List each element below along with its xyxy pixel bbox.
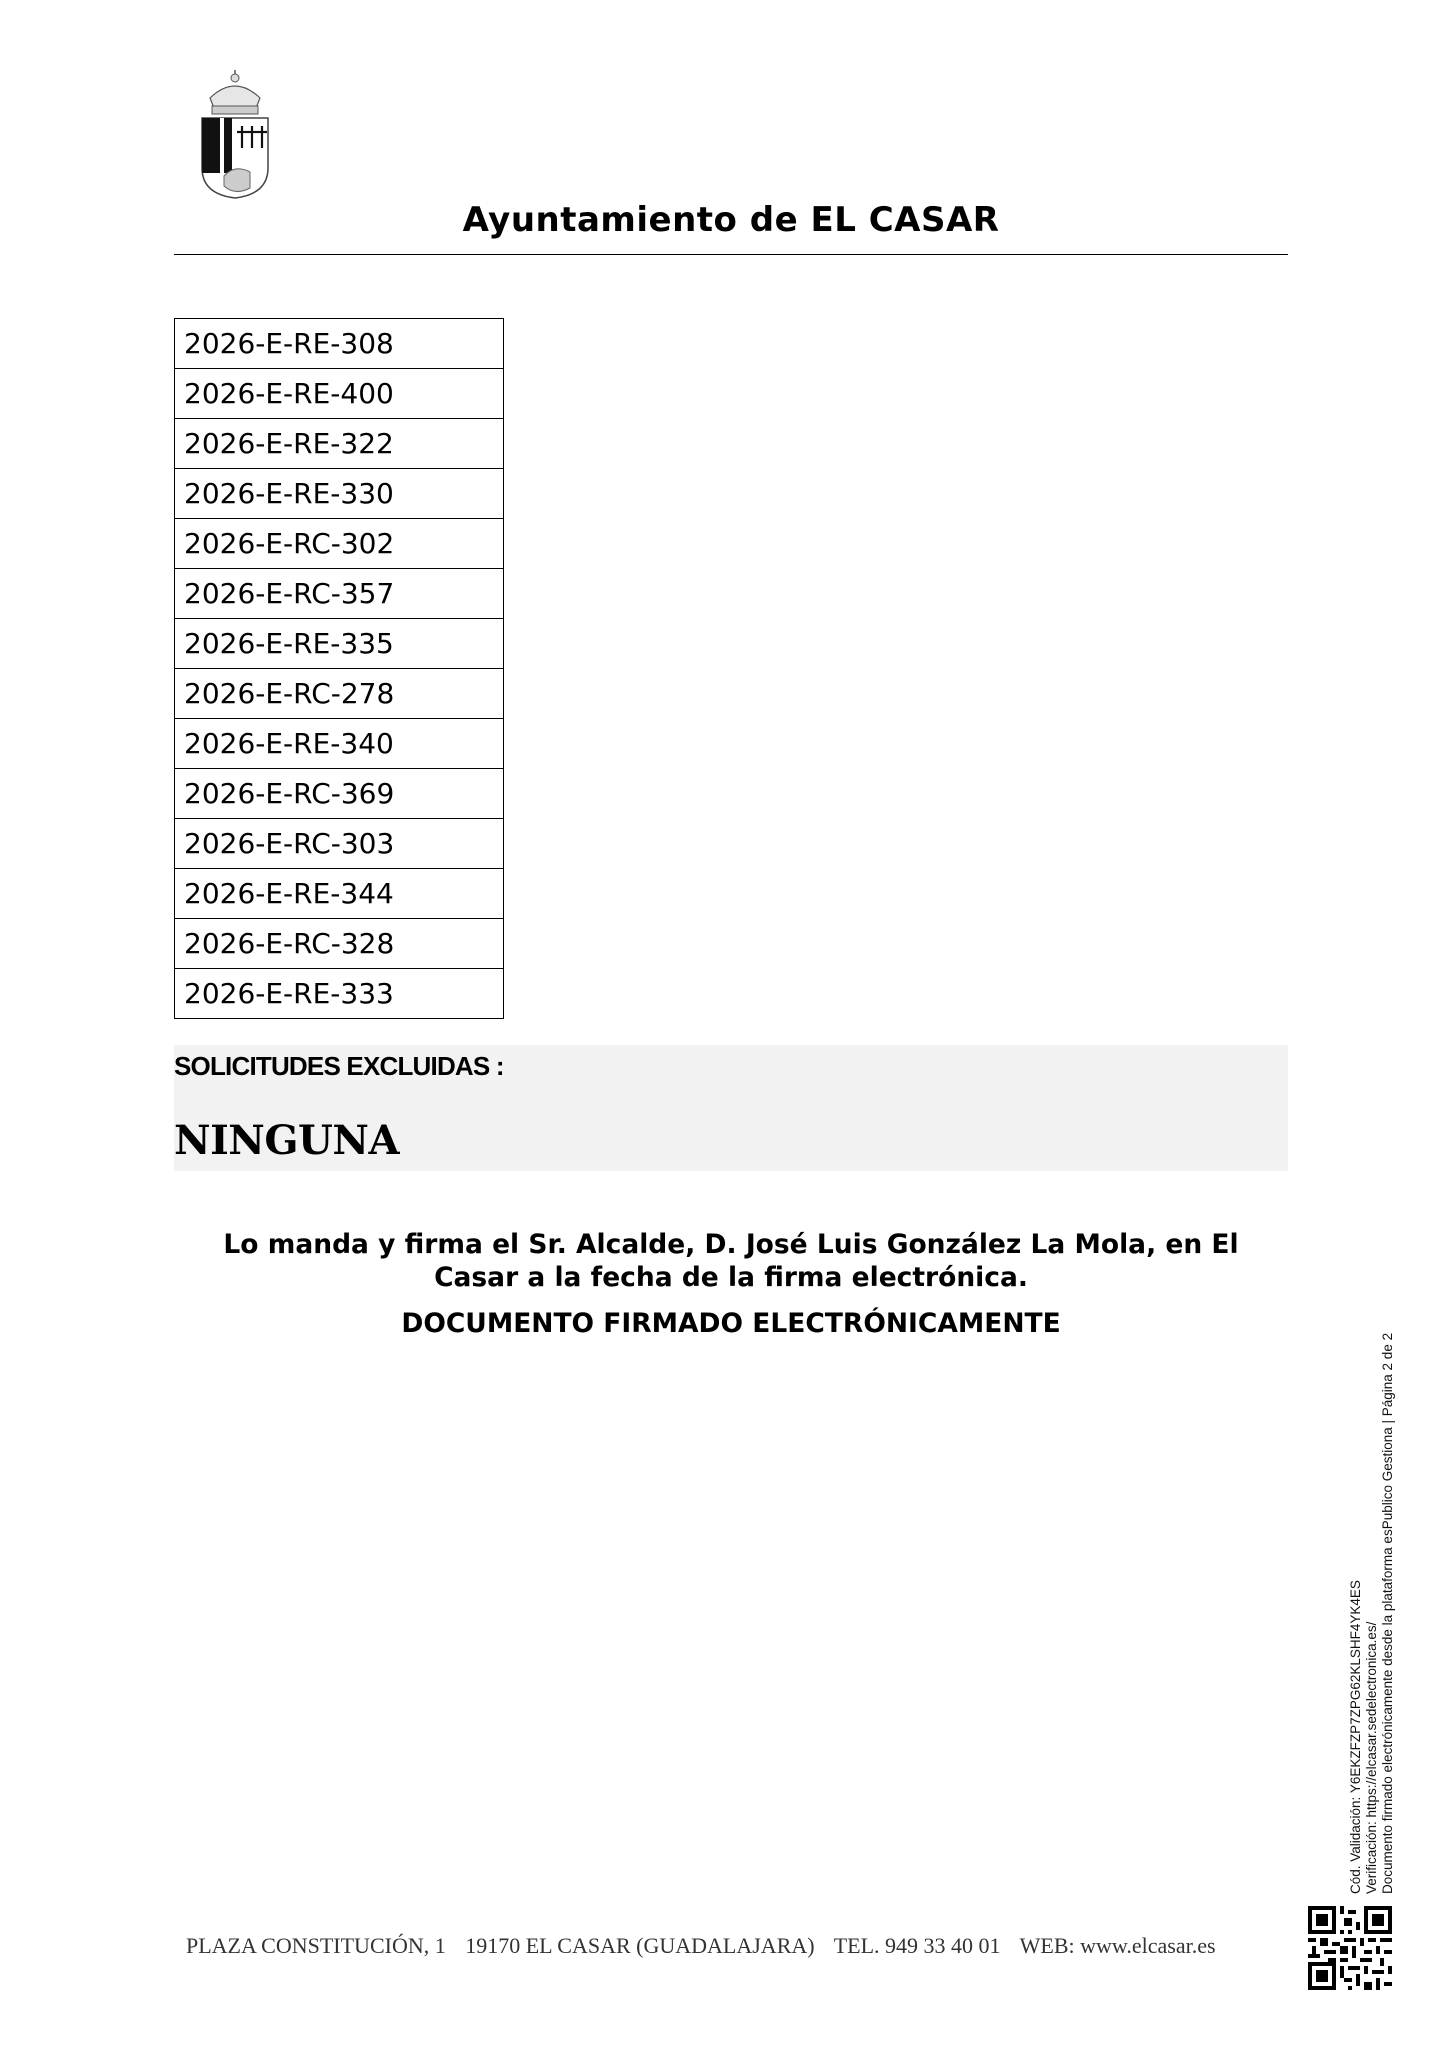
table-row [175,919,504,969]
references-table [174,318,504,1019]
table-row [175,619,504,669]
table-row [175,369,504,419]
footer-address-bar [186,1933,1230,1959]
reference-cell: 2026-E-RE-330 [175,469,504,519]
table-row [175,869,504,919]
table-row [175,519,504,569]
qr-code-icon [1308,1906,1392,1990]
footer-postal: 19170 EL CASAR (GUADALAJARA) [465,1933,815,1958]
table-row [175,819,504,869]
verification-url: Verificación: https://elcasar.sedelectronica.es/ [1364,1621,1379,1894]
verification-code: Cód. Validación: Y6EKZFZP7ZPG62KLSHF4YK4ES [1348,1580,1363,1894]
footer-address: PLAZA CONSTITUCIÓN, 1 [186,1933,446,1958]
reference-cell: 2026-E-RC-357 [175,569,504,619]
header-divider [174,254,1288,255]
reference-cell: 2026-E-RE-335 [175,619,504,669]
verification-sidebar [1348,1333,1396,1894]
verification-platform: Documento firmado electrónicamente desde la plataforma esPublico Gestiona | Página 2 de 2 [1380,1332,1395,1894]
reference-cell: 2026-E-RC-278 [175,669,504,719]
signed-notice: DOCUMENTO FIRMADO ELECTRÓNICAMENTE [401,1308,1061,1339]
reference-cell: 2026-E-RC-302 [175,519,504,569]
table-row [175,969,504,1019]
table-row [175,669,504,719]
footer-phone: TEL. 949 33 40 01 [833,1933,1001,1958]
town-crest-icon [190,68,280,200]
table-row [175,319,504,369]
reference-cell: 2026-E-RE-400 [175,369,504,419]
closing-statement [174,1228,1288,1294]
page-title: Ayuntamiento de EL CASAR [462,200,1000,240]
reference-cell: 2026-E-RC-328 [175,919,504,969]
reference-cell: 2026-E-RE-340 [175,719,504,769]
reference-cell: 2026-E-RE-322 [175,419,504,469]
table-row [175,719,504,769]
excluded-value: NINGUNA [174,1117,399,1164]
excluded-label: SOLICITUDES EXCLUIDAS : [174,1051,504,1081]
table-row [175,469,504,519]
reference-cell: 2026-E-RE-344 [175,869,504,919]
excluded-section [174,1045,1288,1171]
table-row [175,419,504,469]
reference-cell: 2026-E-RC-303 [175,819,504,869]
footer-web: WEB: www.elcasar.es [1019,1933,1216,1958]
reference-cell: 2026-E-RE-333 [175,969,504,1019]
closing-line-2: Casar a la fecha de la firma electrónica. [434,1262,1028,1293]
reference-cell: 2026-E-RC-369 [175,769,504,819]
table-row [175,569,504,619]
closing-line-1: Lo manda y firma el Sr. Alcalde, D. José Luis González La Mola, en El [223,1229,1239,1260]
table-row [175,769,504,819]
reference-cell: 2026-E-RE-308 [175,319,504,369]
